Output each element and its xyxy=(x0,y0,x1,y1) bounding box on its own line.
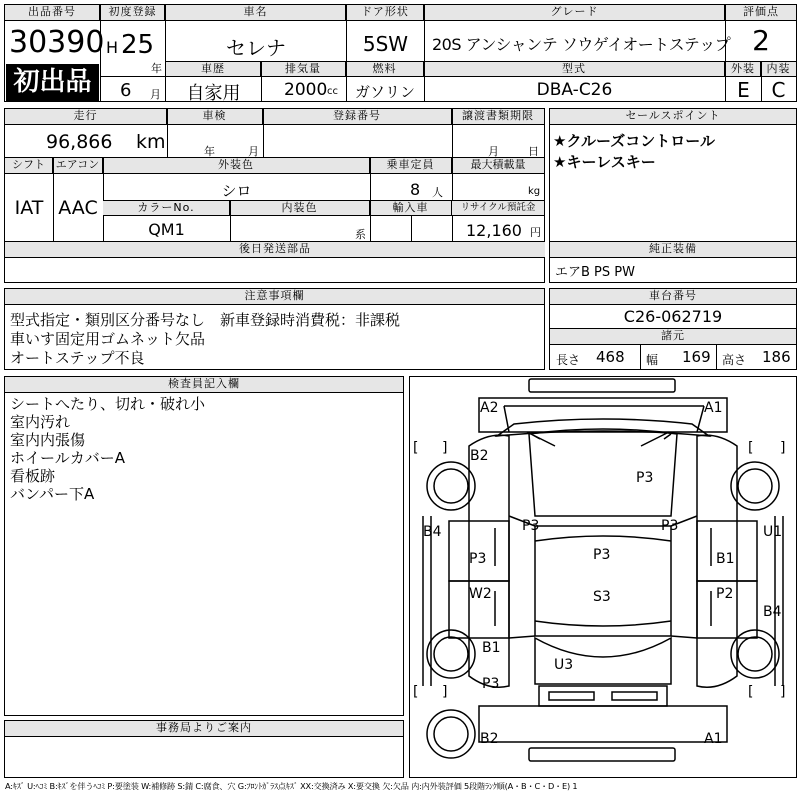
door-type: 5SW xyxy=(362,32,409,56)
width-label: 幅 xyxy=(646,353,659,367)
mark-door-front-left: P3 xyxy=(469,551,487,567)
interior-label: 内装 xyxy=(761,62,796,77)
door-type-label: ドア形状 xyxy=(347,5,424,21)
month-unit: 月 xyxy=(150,88,161,101)
mark-pillar-left: P3 xyxy=(522,518,540,534)
inspector-line-3: 室内内張傷 xyxy=(10,431,86,449)
year-unit: 年 xyxy=(151,62,162,75)
bracket-front-right-open: [ xyxy=(748,440,754,456)
inspection-year-unit: 年 xyxy=(204,145,215,158)
model-code-label: 型式 xyxy=(424,62,725,77)
mark-side-right-edge: U1 xyxy=(763,524,783,540)
capacity-unit: 人 xyxy=(432,186,443,199)
length-label: 長さ xyxy=(556,353,581,367)
recycle-unit: 円 xyxy=(530,226,541,239)
first-reg-label: 初度登録 xyxy=(101,5,165,21)
shift-label: シフト xyxy=(5,158,53,174)
length: 468 xyxy=(596,348,625,366)
transfer-month-unit: 月 xyxy=(488,145,499,158)
inspector-line-2: 室内汚れ xyxy=(10,413,71,431)
legend: A:ｷｽﾞ U:ﾍｺﾐ B:ｷｽﾞを伴うﾍｺﾐ P:要塗装 W:補修跡 S:錆 C:腐食、穴 G:ﾌﾛﾝﾄｶﾞﾗｽ点ｷｽﾞ XX:交換済み X:要交換 欠:欠品 内:内外装評価 5段階ﾗﾝｸ順(A・B・C・D・E) 1 xyxy=(5,781,578,791)
note-line-3: オートステップ不良 xyxy=(10,349,145,367)
reg-year: 25 xyxy=(121,30,155,60)
bracket-rear-right-close: ] xyxy=(780,684,786,700)
mark-door-rear-left: W2 xyxy=(469,586,492,602)
grade: 20S アンシャンテ ソウゲイオートステップ xyxy=(432,35,731,54)
displacement: 2000 xyxy=(284,80,328,100)
notes-label: 注意事項欄 xyxy=(5,289,544,305)
mark-roof-center: S3 xyxy=(593,589,611,605)
recycle-fee: 12,160 xyxy=(466,221,522,240)
score: 2 xyxy=(752,24,770,57)
color-no-label: カラーNo. xyxy=(103,201,230,216)
ext-color-label: 外装色 xyxy=(103,158,370,174)
car-diagram-drawing xyxy=(409,376,797,778)
bracket-rear-right-open: [ xyxy=(748,684,754,700)
displacement-unit: cc xyxy=(327,86,338,97)
max-load-unit: kg xyxy=(528,186,541,197)
score-label: 評価点 xyxy=(726,5,796,21)
width: 169 xyxy=(682,348,711,366)
inspector-line-4: ホイールカバーA xyxy=(10,449,125,467)
bracket-front-left-close: ] xyxy=(442,440,448,456)
reg-month: 6 xyxy=(120,80,132,101)
height: 186 xyxy=(762,348,791,366)
fuel: ガソリン xyxy=(354,83,415,101)
int-color-label: 内装色 xyxy=(230,201,370,216)
car-name-label: 車名 xyxy=(166,5,346,21)
inspector-line-5: 看板跡 xyxy=(10,467,56,485)
exterior-label: 外装 xyxy=(726,62,761,77)
sales-point-1: ★クルーズコントロール xyxy=(553,132,715,150)
mark-quarter-left-lower: P3 xyxy=(482,676,500,692)
mark-side-left-edge: B4 xyxy=(423,524,442,540)
inspector-label: 検査員記入欄 xyxy=(5,377,403,393)
transfer-doc-label: 譲渡書類期限 xyxy=(452,109,544,125)
dims-label: 諸元 xyxy=(550,329,796,345)
bracket-front-right-close: ] xyxy=(780,440,786,456)
car-name: セレナ xyxy=(226,36,286,60)
inspection-label: 車検 xyxy=(167,109,263,125)
model-code: DBA-C26 xyxy=(536,80,613,100)
bracket-rear-left-open: [ xyxy=(413,684,419,700)
later-parts-label: 後日発送部品 xyxy=(5,242,545,258)
reg-number-label: 登録番号 xyxy=(263,109,452,125)
exterior-grade: E xyxy=(737,78,750,102)
bracket-front-left-open: [ xyxy=(413,440,419,456)
mark-front-left: A2 xyxy=(480,400,499,416)
chassis-label: 車台番号 xyxy=(550,289,796,305)
int-color-unit: 系 xyxy=(355,228,366,241)
color-no: QM1 xyxy=(148,220,185,239)
sales-point-2: ★キーレスキー xyxy=(553,153,656,171)
history-label: 車歴 xyxy=(166,62,261,77)
grade-label: グレード xyxy=(425,5,725,21)
mark-fender-front-left: B2 xyxy=(470,448,489,464)
mark-tailgate: U3 xyxy=(554,657,574,673)
ext-color: シロ xyxy=(221,182,252,200)
genuine-equipment: エアB PS PW xyxy=(555,265,635,280)
first-listing-badge: 初出品 xyxy=(6,64,99,101)
note-line-1: 型式指定・類別区分番号なし 新車登録時消費税：非課税 xyxy=(10,311,401,329)
mark-hood: P3 xyxy=(636,470,654,486)
import-label: 輸入車 xyxy=(370,201,452,216)
bracket-rear-left-close: ] xyxy=(442,684,448,700)
sales-points-label: セールスポイント xyxy=(550,109,796,125)
listing-no-label: 出品番号 xyxy=(5,5,100,21)
interior-grade: C xyxy=(771,78,786,102)
displacement-label: 排気量 xyxy=(261,62,346,77)
capacity: 8 xyxy=(410,180,421,199)
height-label: 高さ xyxy=(722,353,747,367)
mileage-unit: km xyxy=(136,131,166,153)
mileage-label: 走行 xyxy=(5,109,167,125)
transfer-day-unit: 日 xyxy=(528,145,539,158)
mark-quarter-left: B1 xyxy=(482,640,501,656)
recycle-label: リサイクル預託金 xyxy=(452,201,544,216)
chassis-number: C26-062719 xyxy=(623,307,723,326)
inspector-line-1: シートへたり、切れ・破れ小 xyxy=(10,395,206,413)
mark-door-rear-right: P2 xyxy=(716,586,734,602)
mark-front-right: A1 xyxy=(704,400,723,416)
capacity-label: 乗車定員 xyxy=(370,158,452,174)
history: 自家用 xyxy=(186,83,241,104)
mark-rear-left: B2 xyxy=(480,731,499,747)
mileage: 96,866 xyxy=(46,131,113,153)
mark-pillar-right: P3 xyxy=(661,518,679,534)
inspector-line-6: バンパー下A xyxy=(10,485,95,503)
mark-side-right-lower: B4 xyxy=(763,604,782,620)
mark-roof: P3 xyxy=(593,547,611,563)
shift: IAT xyxy=(14,197,44,219)
office-label: 事務局よりご案内 xyxy=(5,721,403,737)
ac: AAC xyxy=(58,197,98,219)
max-load-label: 最大積載量 xyxy=(452,158,544,174)
listing-no: 30390 xyxy=(9,25,105,60)
fuel-label: 燃料 xyxy=(346,62,424,77)
mark-rear-right: A1 xyxy=(704,731,723,747)
note-line-2: 車いす固定用ゴムネット欠品 xyxy=(10,330,206,348)
mark-door-front-right: B1 xyxy=(716,551,735,567)
ac-label: エアコン xyxy=(53,158,103,174)
genuine-equipment-label: 純正装備 xyxy=(550,242,796,258)
era: H xyxy=(106,38,119,57)
inspection-month-unit: 月 xyxy=(248,145,259,158)
